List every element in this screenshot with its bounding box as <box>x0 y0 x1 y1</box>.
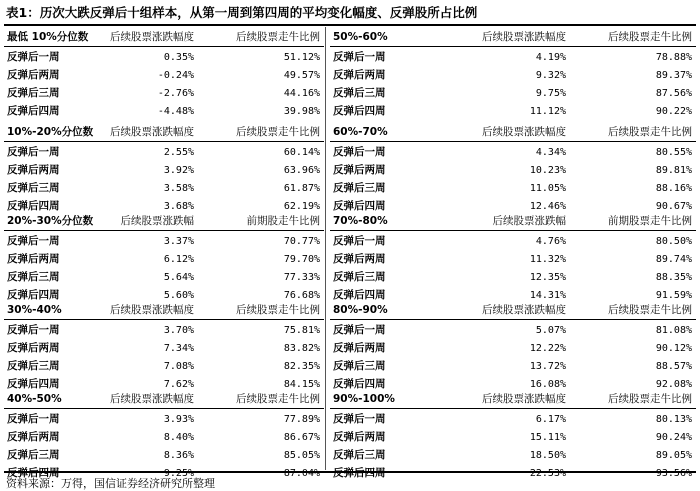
row-label: 反弹后三周 <box>7 449 60 461</box>
column-header-change: 后续股票涨跌幅 <box>492 215 566 227</box>
change-value: 12.46% <box>529 201 566 212</box>
change-value: 3.68% <box>163 201 194 212</box>
table-row <box>330 162 696 180</box>
row-label: 反弹后一周 <box>333 324 386 336</box>
column-header-ratio: 后续股票走牛比例 <box>608 393 692 405</box>
column-header-change: 后续股票涨跌幅度 <box>482 393 566 405</box>
change-value: 3.93% <box>163 414 194 425</box>
panel-label: 80%-90% <box>333 304 388 316</box>
table-row <box>4 340 324 358</box>
table-row <box>4 322 324 340</box>
ratio-value: 39.98% <box>283 106 320 117</box>
change-value: 4.19% <box>535 52 566 63</box>
panel-8 <box>330 213 696 305</box>
table-row <box>4 162 324 180</box>
change-value: 4.76% <box>535 236 566 247</box>
table-row <box>330 233 696 251</box>
row-label: 反弹后三周 <box>333 449 386 461</box>
panel-2 <box>4 124 324 216</box>
row-label: 反弹后一周 <box>7 51 60 63</box>
row-label: 反弹后三周 <box>7 182 60 194</box>
panel-header <box>330 391 696 409</box>
panel-label: 60%-70% <box>333 126 388 138</box>
table-row <box>4 49 324 67</box>
panel-label: 40%-50% <box>7 393 62 405</box>
column-header-change: 后续股票涨跌幅度 <box>482 126 566 138</box>
row-label: 反弹后三周 <box>333 271 386 283</box>
ratio-value: 89.05% <box>655 450 692 461</box>
row-label: 反弹后两周 <box>7 342 60 354</box>
table-row <box>4 67 324 85</box>
ratio-value: 88.35% <box>655 272 692 283</box>
ratio-value: 89.37% <box>655 70 692 81</box>
column-header-ratio: 后续股票走牛比例 <box>236 393 320 405</box>
panel-5 <box>4 391 324 483</box>
panel-7 <box>330 124 696 216</box>
row-label: 反弹后四周 <box>333 467 386 479</box>
row-label: 反弹后一周 <box>7 235 60 247</box>
panel-header <box>4 124 324 142</box>
change-value: 9.32% <box>535 70 566 81</box>
row-label: 反弹后两周 <box>7 431 60 443</box>
ratio-value: 88.57% <box>655 361 692 372</box>
panel-label: 50%-60% <box>333 31 388 43</box>
ratio-value: 78.88% <box>655 52 692 63</box>
row-label: 反弹后两周 <box>333 253 386 265</box>
change-value: 3.92% <box>163 165 194 176</box>
panel-label: 70%-80% <box>333 215 388 227</box>
change-value: 4.34% <box>535 147 566 158</box>
ratio-value: 90.67% <box>655 201 692 212</box>
change-value: 12.35% <box>529 272 566 283</box>
panel-label: 10%-20%分位数 <box>7 126 94 138</box>
row-label: 反弹后两周 <box>7 253 60 265</box>
change-value: 0.35% <box>163 52 194 63</box>
table-row <box>4 233 324 251</box>
ratio-value: 80.55% <box>655 147 692 158</box>
row-label: 反弹后三周 <box>7 87 60 99</box>
panel-header <box>330 302 696 320</box>
table-row <box>330 49 696 67</box>
panel-label: 20%-30%分位数 <box>7 215 94 227</box>
ratio-value: 60.14% <box>283 147 320 158</box>
ratio-value: 90.12% <box>655 343 692 354</box>
row-label: 反弹后四周 <box>7 467 60 479</box>
table-row <box>330 67 696 85</box>
source-note: 资料来源：万得，国信证券经济研究所整理 <box>6 477 215 490</box>
table-row <box>4 429 324 447</box>
row-label: 反弹后两周 <box>7 69 60 81</box>
change-value: 5.60% <box>163 290 194 301</box>
row-label: 反弹后两周 <box>333 431 386 443</box>
row-label: 反弹后一周 <box>7 146 60 158</box>
row-label: 反弹后三周 <box>333 182 386 194</box>
row-label: 反弹后一周 <box>7 324 60 336</box>
table-row <box>4 447 324 465</box>
column-header-change: 后续股票涨跌幅度 <box>110 393 194 405</box>
table-row <box>330 85 696 103</box>
table-row <box>4 103 324 121</box>
table-row <box>330 340 696 358</box>
table-row <box>4 269 324 287</box>
ratio-value: 81.08% <box>655 325 692 336</box>
ratio-value: 79.70% <box>283 254 320 265</box>
column-header-change: 后续股票涨跌幅度 <box>482 31 566 43</box>
ratio-value: 49.57% <box>283 70 320 81</box>
change-value: 7.62% <box>163 379 194 390</box>
row-label: 反弹后两周 <box>7 164 60 176</box>
row-label: 反弹后四周 <box>7 200 60 212</box>
panel-1 <box>4 29 324 121</box>
row-label: 反弹后三周 <box>333 360 386 372</box>
ratio-value: 70.77% <box>283 236 320 247</box>
column-header-ratio: 后续股票走牛比例 <box>236 304 320 316</box>
column-header-ratio: 后续股票走牛比例 <box>608 31 692 43</box>
ratio-value: 91.59% <box>655 290 692 301</box>
row-label: 反弹后四周 <box>7 289 60 301</box>
ratio-value: 89.81% <box>655 165 692 176</box>
change-value: -0.24% <box>157 70 194 81</box>
table-row <box>330 103 696 121</box>
row-label: 反弹后一周 <box>333 51 386 63</box>
row-label: 反弹后三周 <box>333 87 386 99</box>
bottom-rule <box>4 471 696 473</box>
change-value: 14.31% <box>529 290 566 301</box>
column-header-ratio: 后续股票走牛比例 <box>236 31 320 43</box>
change-value: 10.23% <box>529 165 566 176</box>
change-value: 16.08% <box>529 379 566 390</box>
panel-9 <box>330 302 696 394</box>
table-row <box>4 144 324 162</box>
change-value: 9.25% <box>163 468 194 479</box>
table-row <box>330 358 696 376</box>
row-label: 反弹后一周 <box>333 413 386 425</box>
row-label: 反弹后一周 <box>7 413 60 425</box>
table-row <box>330 465 696 483</box>
column-header-change: 后续股票涨跌幅度 <box>110 31 194 43</box>
ratio-value: 84.15% <box>283 379 320 390</box>
ratio-value: 62.19% <box>283 201 320 212</box>
panel-header <box>4 391 324 409</box>
column-header-change: 后续股票涨跌幅度 <box>110 126 194 138</box>
table-row <box>4 358 324 376</box>
ratio-value: 80.50% <box>655 236 692 247</box>
row-label: 反弹后四周 <box>7 105 60 117</box>
row-label: 反弹后四周 <box>333 378 386 390</box>
column-header-change: 后续股票涨跌幅度 <box>110 304 194 316</box>
ratio-value: 90.22% <box>655 106 692 117</box>
panel-header <box>4 302 324 320</box>
row-label: 反弹后四周 <box>333 200 386 212</box>
table-row <box>330 144 696 162</box>
ratio-value: 75.81% <box>283 325 320 336</box>
ratio-value: 51.12% <box>283 52 320 63</box>
ratio-value: 85.05% <box>283 450 320 461</box>
table-row <box>330 251 696 269</box>
table-row <box>330 269 696 287</box>
panel-label: 最低 10%分位数 <box>7 31 89 43</box>
row-label: 反弹后两周 <box>333 342 386 354</box>
change-value: 11.32% <box>529 254 566 265</box>
panel-header <box>4 213 324 231</box>
table-title: 表1：历次大跌反弹后十组样本，从第一周到第四周的平均变化幅度、反弹股所占比例 <box>6 5 478 20</box>
ratio-value: 76.68% <box>283 290 320 301</box>
column-header-change: 后续股票涨跌幅 <box>120 215 194 227</box>
change-value: 6.12% <box>163 254 194 265</box>
change-value: 9.75% <box>535 88 566 99</box>
column-header-ratio: 前期股走牛比例 <box>246 215 320 227</box>
change-value: 8.40% <box>163 432 194 443</box>
panel-3 <box>4 213 324 305</box>
column-header-ratio: 后续股票走牛比例 <box>236 126 320 138</box>
table-row <box>4 411 324 429</box>
change-value: 3.37% <box>163 236 194 247</box>
ratio-value: 44.16% <box>283 88 320 99</box>
change-value: 5.07% <box>535 325 566 336</box>
ratio-value: 77.89% <box>283 414 320 425</box>
panel-10 <box>330 391 696 483</box>
panel-header <box>4 29 324 47</box>
change-value: 2.55% <box>163 147 194 158</box>
change-value: 7.08% <box>163 361 194 372</box>
ratio-value: 87.04% <box>283 468 320 479</box>
change-value: 18.50% <box>529 450 566 461</box>
row-label: 反弹后四周 <box>333 105 386 117</box>
panel-6 <box>330 29 696 121</box>
row-label: 反弹后三周 <box>7 271 60 283</box>
ratio-value: 86.67% <box>283 432 320 443</box>
change-value: -4.48% <box>157 106 194 117</box>
table-row <box>330 180 696 198</box>
row-label: 反弹后四周 <box>7 378 60 390</box>
change-value: 11.12% <box>529 106 566 117</box>
row-label: 反弹后四周 <box>333 289 386 301</box>
ratio-value: 80.13% <box>655 414 692 425</box>
panel-header <box>330 29 696 47</box>
table-row <box>330 411 696 429</box>
ratio-value: 90.24% <box>655 432 692 443</box>
table-row <box>4 251 324 269</box>
row-label: 反弹后一周 <box>333 146 386 158</box>
column-header-ratio: 后续股票走牛比例 <box>608 304 692 316</box>
table-row <box>4 85 324 103</box>
change-value: 5.64% <box>163 272 194 283</box>
ratio-value: 82.35% <box>283 361 320 372</box>
row-label: 反弹后两周 <box>333 164 386 176</box>
change-value: 13.72% <box>529 361 566 372</box>
column-divider <box>325 27 326 470</box>
panel-4 <box>4 302 324 394</box>
column-header-change: 后续股票涨跌幅度 <box>482 304 566 316</box>
column-header-ratio: 前期股票走牛比例 <box>608 215 692 227</box>
change-value: 12.22% <box>529 343 566 354</box>
ratio-value: 83.82% <box>283 343 320 354</box>
ratio-value: 89.74% <box>655 254 692 265</box>
table-row <box>330 322 696 340</box>
ratio-value: 61.87% <box>283 183 320 194</box>
row-label: 反弹后一周 <box>333 235 386 247</box>
panel-label: 90%-100% <box>333 393 395 405</box>
ratio-value: 87.56% <box>655 88 692 99</box>
row-label: 反弹后三周 <box>7 360 60 372</box>
change-value: 15.11% <box>529 432 566 443</box>
change-value: 3.58% <box>163 183 194 194</box>
change-value: 3.70% <box>163 325 194 336</box>
change-value: 6.17% <box>535 414 566 425</box>
panel-label: 30%-40% <box>7 304 62 316</box>
table-row <box>330 447 696 465</box>
change-value: -2.76% <box>157 88 194 99</box>
column-header-ratio: 后续股票走牛比例 <box>608 126 692 138</box>
top-rule <box>4 24 696 26</box>
change-value: 11.05% <box>529 183 566 194</box>
change-value: 7.34% <box>163 343 194 354</box>
panel-header <box>330 213 696 231</box>
change-value: 22.53% <box>529 468 566 479</box>
panel-header <box>330 124 696 142</box>
ratio-value: 88.16% <box>655 183 692 194</box>
table-row <box>330 429 696 447</box>
ratio-value: 63.96% <box>283 165 320 176</box>
ratio-value: 77.33% <box>283 272 320 283</box>
row-label: 反弹后两周 <box>333 69 386 81</box>
change-value: 8.36% <box>163 450 194 461</box>
table-row <box>4 180 324 198</box>
ratio-value: 92.08% <box>655 379 692 390</box>
ratio-value: 93.56% <box>655 468 692 479</box>
